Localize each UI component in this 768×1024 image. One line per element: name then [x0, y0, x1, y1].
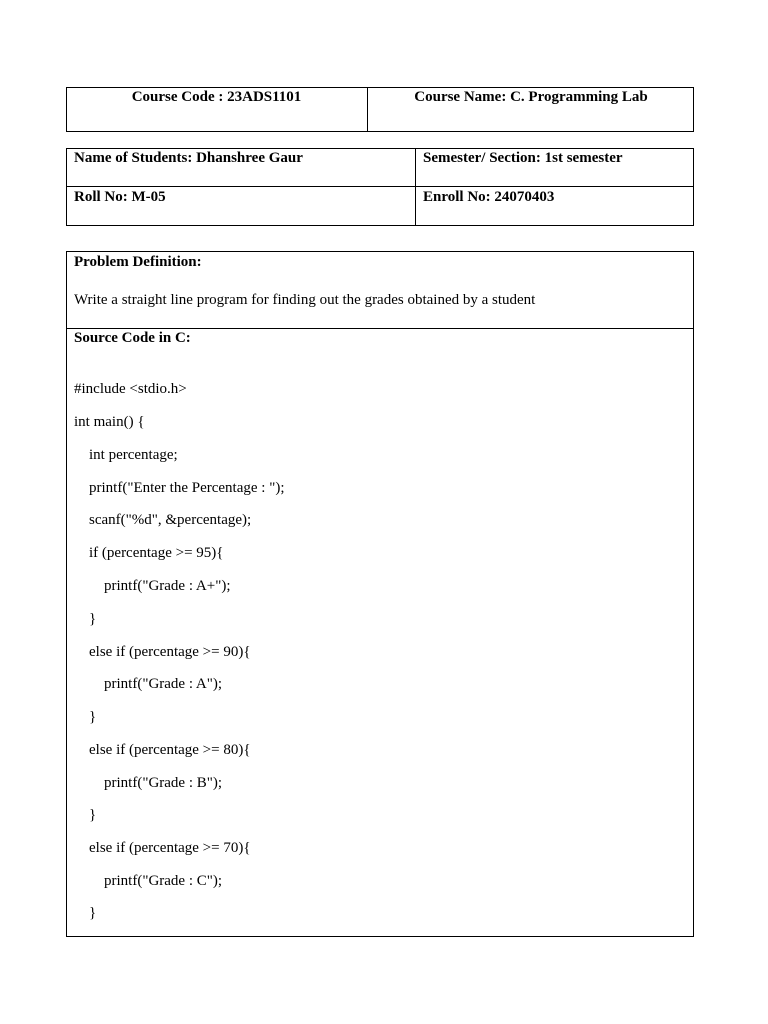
code-line: scanf("%d", &percentage); — [74, 512, 252, 528]
semester-section: Semester/ Section: 1st semester — [423, 150, 623, 166]
student-table-vdivider — [415, 148, 416, 226]
course-name: Course Name: C. Programming Lab — [414, 89, 648, 105]
code-line: else if (percentage >= 80){ — [74, 742, 251, 758]
problem-source-divider — [66, 328, 694, 329]
course-code: Course Code : 23ADS1101 — [131, 89, 302, 105]
code-line: int percentage; — [74, 447, 178, 463]
student-name: Name of Students: Dhanshree Gaur — [74, 150, 303, 166]
code-line: #include <stdio.h> — [74, 381, 187, 397]
code-line: } — [74, 611, 97, 627]
code-line: printf("Grade : A+"); — [74, 578, 231, 594]
code-line: int main() { — [74, 414, 145, 430]
code-line: printf("Enter the Percentage : "); — [74, 480, 285, 496]
roll-no: Roll No: M-05 — [74, 189, 166, 205]
code-line: } — [74, 709, 97, 725]
source-code-heading: Source Code in C: — [74, 330, 191, 346]
problem-definition-text: Write a straight line program for finding out the grades obtained by a student — [74, 292, 536, 308]
code-line: else if (percentage >= 90){ — [74, 644, 251, 660]
code-line: } — [74, 807, 97, 823]
code-line: else if (percentage >= 70){ — [74, 840, 251, 856]
code-line: } — [74, 905, 97, 921]
problem-definition-heading: Problem Definition: — [74, 254, 202, 270]
code-line: printf("Grade : C"); — [74, 873, 223, 889]
code-line: if (percentage >= 95){ — [74, 545, 224, 561]
student-table-hdivider — [66, 186, 694, 187]
code-line: printf("Grade : B"); — [74, 775, 223, 791]
enroll-no: Enroll No: 24070403 — [423, 189, 555, 205]
code-line: printf("Grade : A"); — [74, 676, 223, 692]
